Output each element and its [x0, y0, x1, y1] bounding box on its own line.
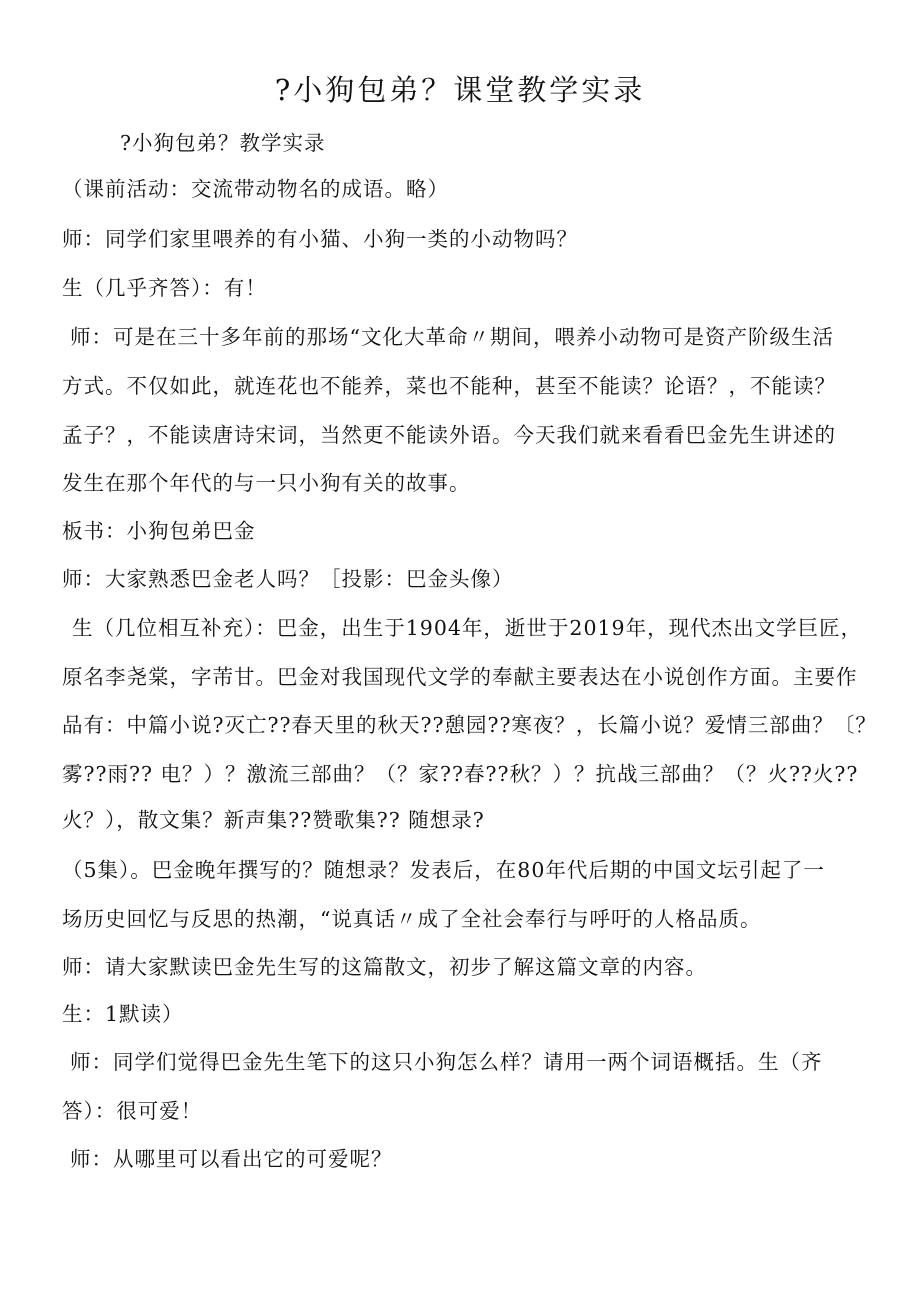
- page-title: ?小狗包弟？课堂教学实录: [274, 73, 646, 107]
- text-line: 答）：很可爱！: [62, 1099, 203, 1123]
- text-line: 师：同学们家里喂养的有小猫、小狗一类的小动物吗？: [62, 227, 578, 251]
- text-line: 火？），散文集？新声集??赞歌集?? 随想录?: [62, 808, 485, 832]
- text-line: 生（几乎齐答）：有！: [62, 276, 267, 300]
- text-line: 生（几位相互补充）：巴金，出生于1904年，逝世于2019年，现代杰出文学巨匠，: [72, 616, 863, 640]
- text-line: 方式。不仅如此，就连花也不能养，菜也不能种，甚至不能读？论语？，不能读？: [62, 374, 836, 398]
- text-line: 原名李尧棠，字芾甘。巴金对我国现代文学的奉献主要表达在小说创作方面。主要作: [62, 665, 858, 689]
- text-line: 师：同学们觉得巴金先生笔下的这只小狗怎么样？请用一两个词语概括。生（齐: [70, 1050, 823, 1074]
- text-line: 生：1默读）: [62, 1002, 184, 1026]
- text-line: 师：可是在三十多年前的那场“文化大革命〃期间，喂养小动物可是资产阶级生活: [70, 325, 834, 349]
- text-line: 场历史回忆与反思的热潮，“说真话〃成了全社会奉行与呼吁的人格品质。: [62, 907, 762, 931]
- text-line: （5集）。巴金晚年撰写的？随想录？发表后，在80年代后期的中国文坛引起了一: [62, 858, 825, 882]
- text-line: 品有：中篇小说?灭亡??春天里的秋天??憩园??寒夜？，长篇小说？爱情三部曲？〔？: [62, 713, 877, 737]
- text-line: （课前活动：交流带动物名的成语。略）: [62, 177, 449, 201]
- text-line: 雾??雨?? 电？）？激流三部曲？（？家??春??秋？）？抗战三部曲？（？火??火??: [62, 762, 859, 786]
- subtitle-line: ?小狗包弟？教学实录: [120, 131, 326, 155]
- text-line: 师：从哪里可以看出它的可爱呢？: [70, 1147, 393, 1171]
- text-line: 板书：小狗包弟巴金: [62, 519, 256, 543]
- text-line: 孟子？，不能读唐诗宋词，当然更不能读外语。今天我们就来看看巴金先生讲述的: [62, 423, 836, 447]
- text-line: 师：请大家默读巴金先生写的这篇散文，初步了解这篇文章的内容。: [62, 955, 707, 979]
- text-line: 发生在那个年代的与一只小狗有关的故事。: [62, 471, 471, 495]
- text-line: 师：大家熟悉巴金老人吗？［投影：巴金头像）: [62, 567, 514, 591]
